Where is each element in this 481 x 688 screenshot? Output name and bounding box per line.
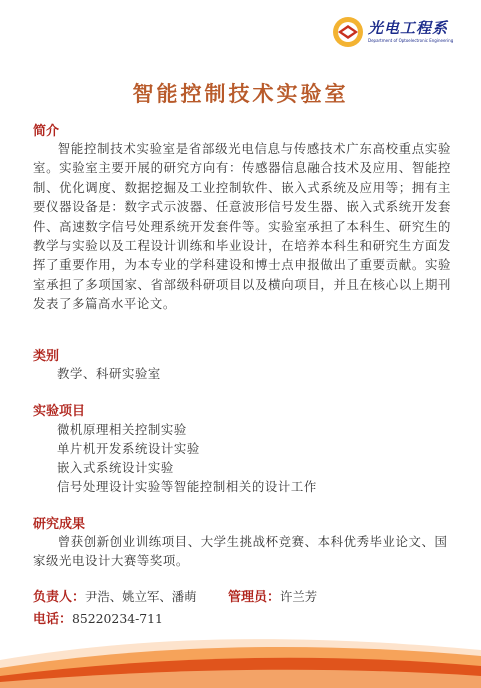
admin-value: 许兰芳 — [280, 589, 318, 604]
admin-label: 管理员： — [228, 590, 281, 605]
admin-line — [228, 586, 317, 605]
leader-value: 尹浩、姚立军、潘萌 — [85, 589, 197, 604]
leader-label: 负责人： — [33, 590, 86, 605]
footer-wave-decoration — [0, 610, 481, 688]
results-paragraph: 曾获创新创业训练项目、大学生挑战杯竞赛、本科优秀毕业论文、国家级光电设计大赛等奖项。 — [33, 534, 448, 569]
department-emblem-icon — [332, 16, 364, 48]
department-logo — [332, 16, 453, 48]
logo-text — [368, 20, 453, 44]
logo-name-en: Department of Optoelectronic Engineering — [368, 38, 454, 43]
intro-paragraph: 智能控制技术实验室是省部级光电信息与传感技术广东高校重点实验室。实验室主要开展的研究方向有：传感器信息融合技术及应用、智能控制、优化调度、数据挖掘及工业控制软件、嵌入式系统及应用等；拥有主要仪器设备是：数字式示波器、任意波形信号发生器、嵌入式系统开发套件、高速数字信号处理系统开发套件等。实验室承担了本科生、研究生的教学与实验以及工程设计训练和毕业设计，在培养本科生和研究生方面发挥了重要作用，为本专业的学科建设和博士点申报做出了重要贡献。实验室承担了多项国家、省部级科研项目以及横向项目，并且在核心以上期刊发表了多篇高水平论文。 — [33, 141, 451, 312]
results-heading: 研究成果 — [33, 517, 86, 532]
projects-heading: 实验项目 — [33, 404, 86, 419]
phone-label: 电话： — [33, 612, 73, 627]
page-title: 智能控制技术实验室 — [132, 81, 349, 106]
phone-value: 85220234-711 — [72, 611, 163, 626]
intro-heading: 简介 — [33, 124, 60, 139]
project-item: 单片机开发系统设计实验 — [57, 441, 200, 456]
category-heading: 类别 — [33, 349, 60, 364]
project-item: 信号处理设计实验等智能控制相关的设计工作 — [57, 479, 317, 494]
category-text: 教学、科研实验室 — [57, 366, 161, 381]
leader-line — [33, 586, 197, 605]
project-item: 微机原理相关控制实验 — [57, 422, 187, 437]
project-item: 嵌入式系统设计实验 — [57, 460, 174, 475]
logo-name-cn: 光电工程系 — [368, 19, 449, 37]
